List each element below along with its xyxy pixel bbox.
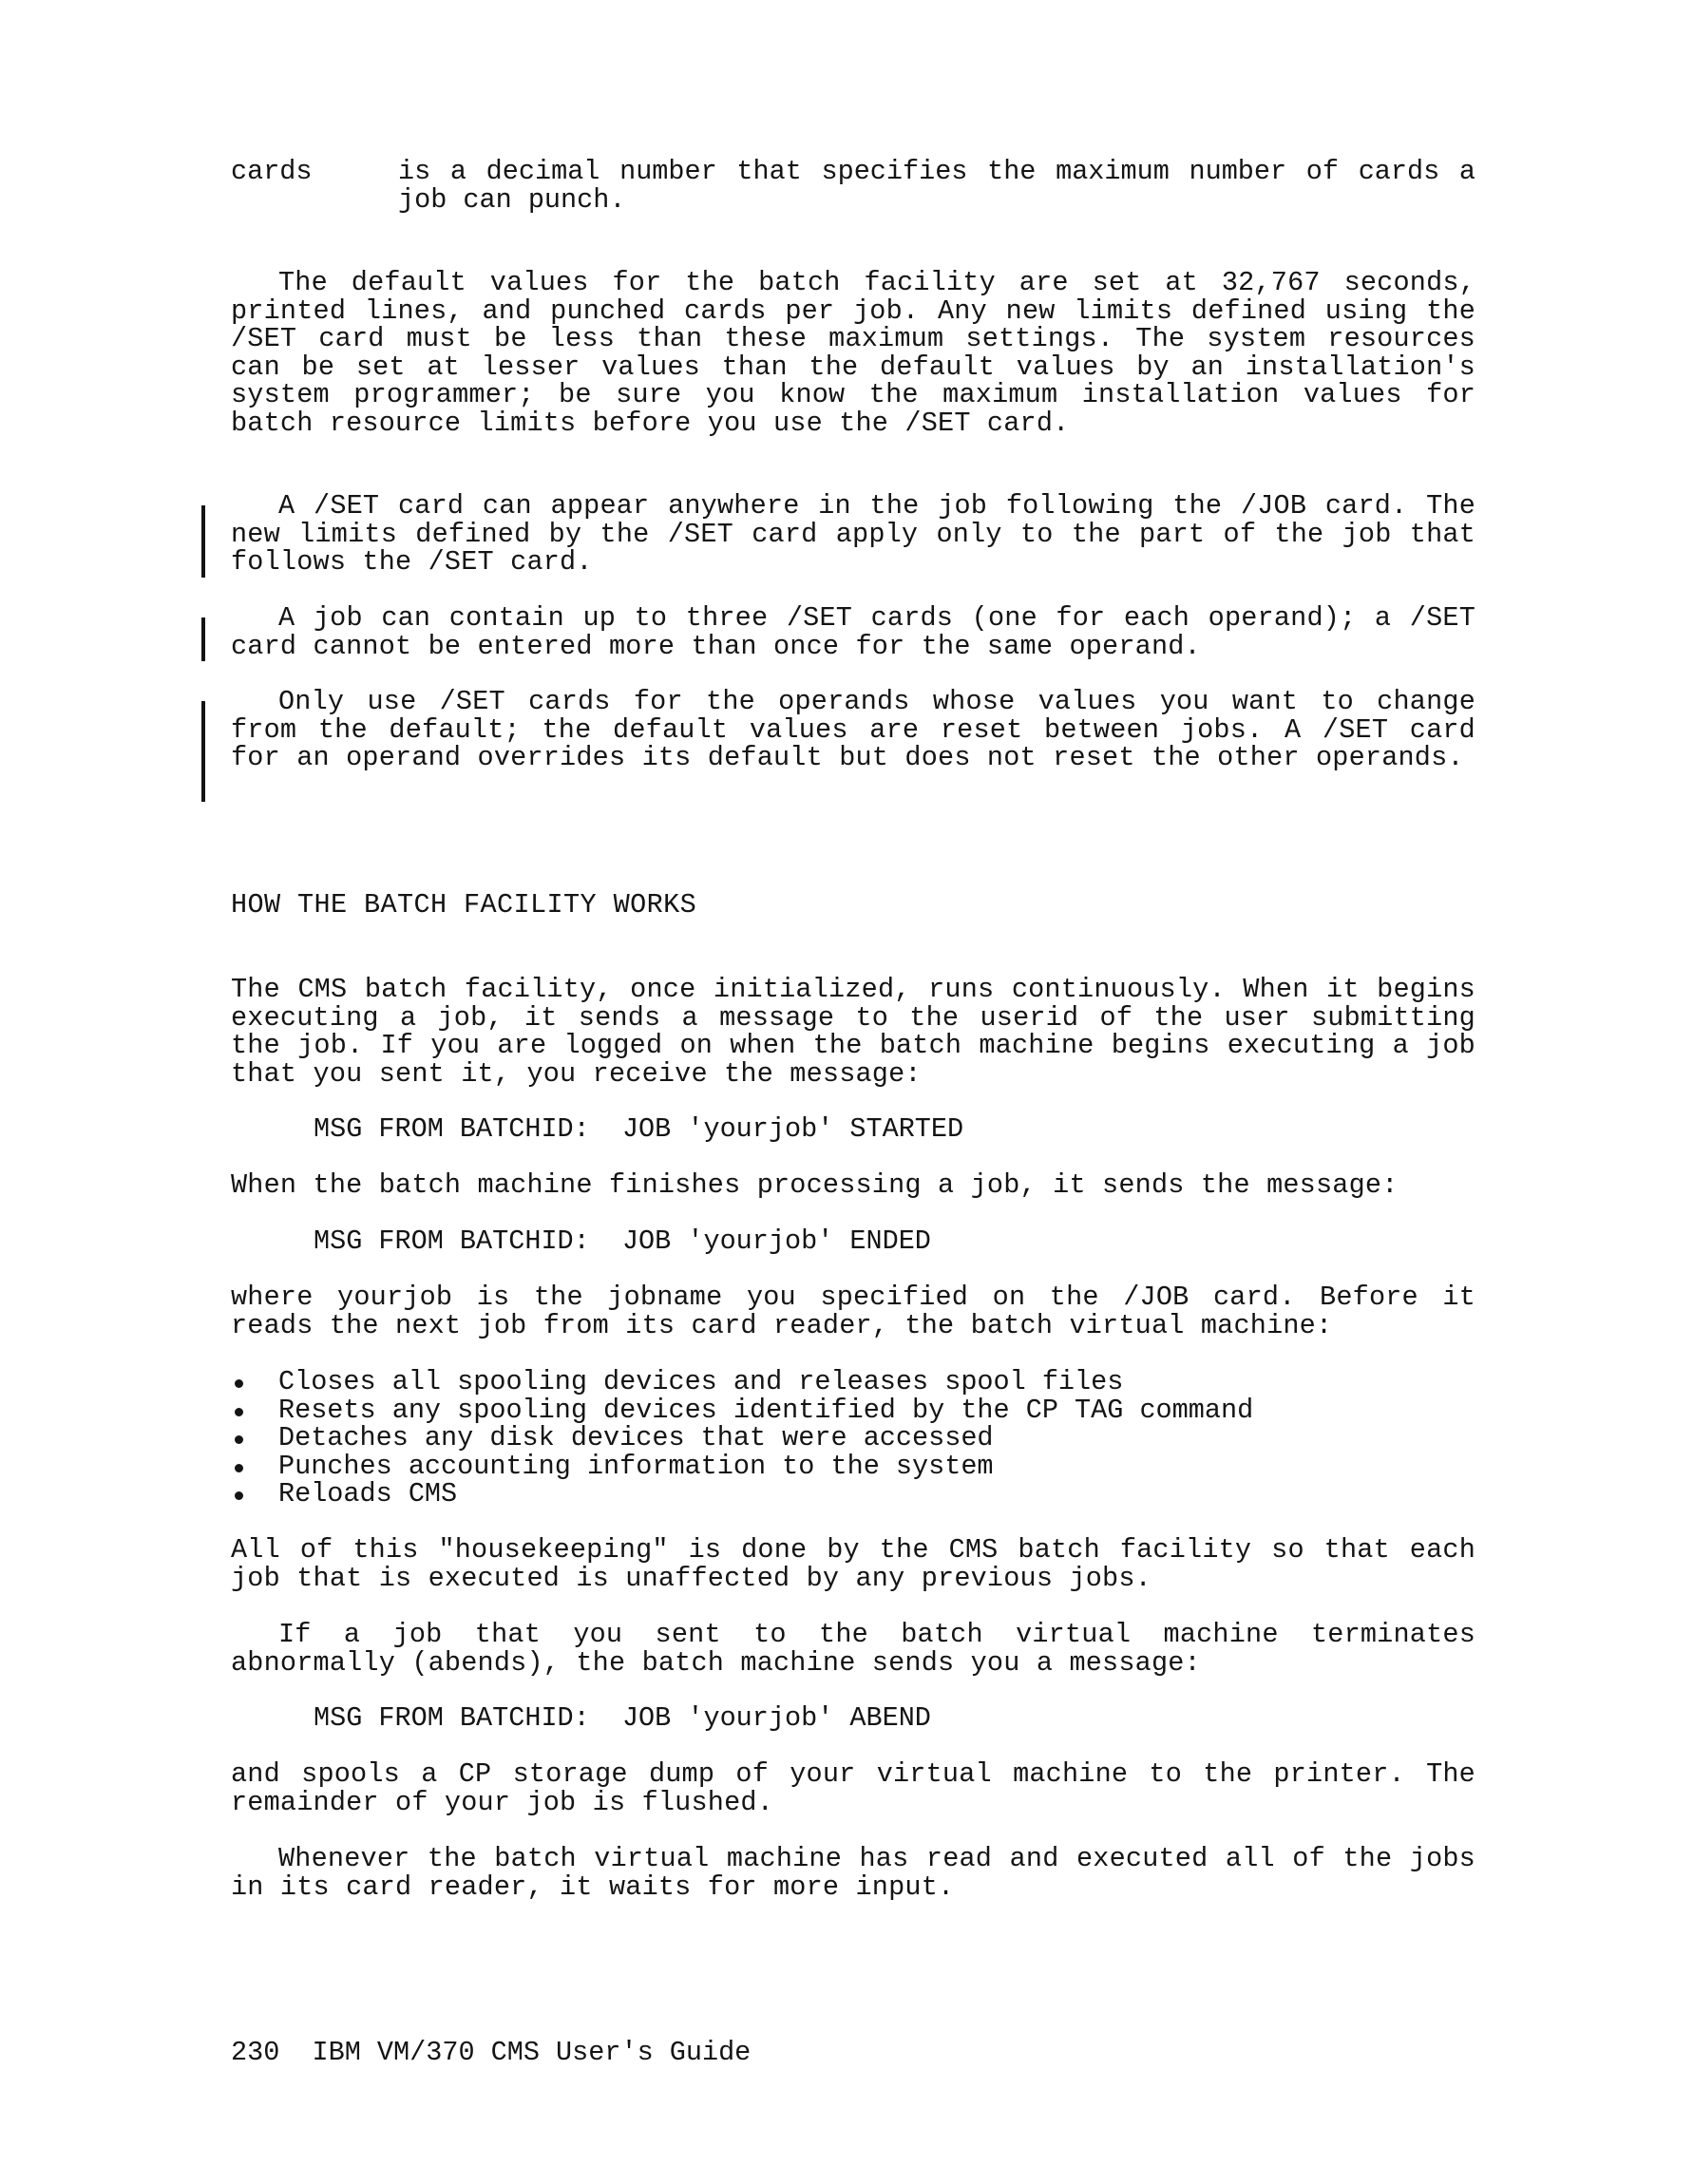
paragraph-whenever: Whenever the batch virtual machine has read and executed all of the jobs in its card reader, it waits for more input. <box>231 1843 1493 1903</box>
bullet-icon <box>235 1435 243 1444</box>
paragraph-where: where yourjob is the jobname you specified on the /JOB card. Before it reads the next job from its card reader, the batch virtual machine: <box>231 1282 1493 1341</box>
list-item: Reloads CMS <box>231 1480 1253 1509</box>
revision-bar <box>201 701 205 802</box>
list-item: Closes all spooling devices and releases spool files <box>231 1368 1253 1396</box>
list-item: Resets any spooling devices identified by the CP TAG command <box>231 1396 1253 1425</box>
housekeeping-list <box>231 1368 1253 1509</box>
paragraph-intro: The CMS batch facility, once initialized, runs continuously. When it begins executing a job, it sends a message to the userid of the user submitting the job. If you are logged on when the batch machine begins executing a job that you sent it, you receive the message: <box>231 974 1493 1090</box>
revision-bar <box>201 505 205 578</box>
message-started: MSG FROM BATCHID: JOB 'yourjob' STARTED <box>314 1113 964 1145</box>
paragraph-housekeeping: All of this "housekeeping" is done by the CMS batch facility so that each job that is executed is unaffected by any previous jobs. <box>231 1534 1493 1594</box>
message-abend: MSG FROM BATCHID: JOB 'yourjob' ABEND <box>314 1702 931 1734</box>
paragraph-finish: When the batch machine finishes processing a job, it sends the message: <box>231 1169 1399 1201</box>
bullet-icon <box>235 1408 243 1416</box>
paragraph-three-set-cards: A job can contain up to three /SET cards (one for each operand); a /SET card cannot be entered more than once for the same operand. <box>231 602 1493 662</box>
list-item: Punches accounting information to the system <box>231 1453 1253 1481</box>
page-footer: 230 IBM VM/370 CMS User's Guide <box>231 2037 752 2068</box>
paragraph-abend: If a job that you sent to the batch virtual machine terminates abnormally (abends), the batch machine sends you a message: <box>231 1619 1493 1679</box>
paragraph-spools: and spools a CP storage dump of your virtual machine to the printer. The remainder of your job is flushed. <box>231 1758 1493 1818</box>
message-ended: MSG FROM BATCHID: JOB 'yourjob' ENDED <box>314 1225 931 1257</box>
section-heading: HOW THE BATCH FACILITY WORKS <box>231 889 697 921</box>
bullet-icon <box>235 1379 243 1388</box>
paragraph-defaults: The default values for the batch facility are set at 32,767 seconds, printed lines, and punched cards per job. Any new limits defined using the /SET card must be less than these maximum settings. The system resources can be set at lesser values than the default values by an installation's system programmer; be sure you know the maximum installation values for batch resource limits before you use the /SET card. <box>231 267 1493 439</box>
list-item: Detaches any disk devices that were accessed <box>231 1424 1253 1453</box>
bullet-icon <box>235 1464 243 1472</box>
bullet-icon <box>235 1491 243 1500</box>
paragraph-only-use: Only use /SET cards for the operands whose values you want to change from the default; the default values are reset between jobs. A /SET card for an operand overrides its default but does not reset the other operands. <box>231 686 1493 773</box>
definition-body: is a decimal number that specifies the maximum number of cards a job can punch. <box>398 156 1475 216</box>
paragraph-set-anywhere: A /SET card can appear anywhere in the job following the /JOB card. The new limits defined by the /SET card apply only to the part of the job that follows the /SET card. <box>231 490 1493 578</box>
definition-term: cards <box>231 156 313 187</box>
revision-bar <box>201 617 205 661</box>
